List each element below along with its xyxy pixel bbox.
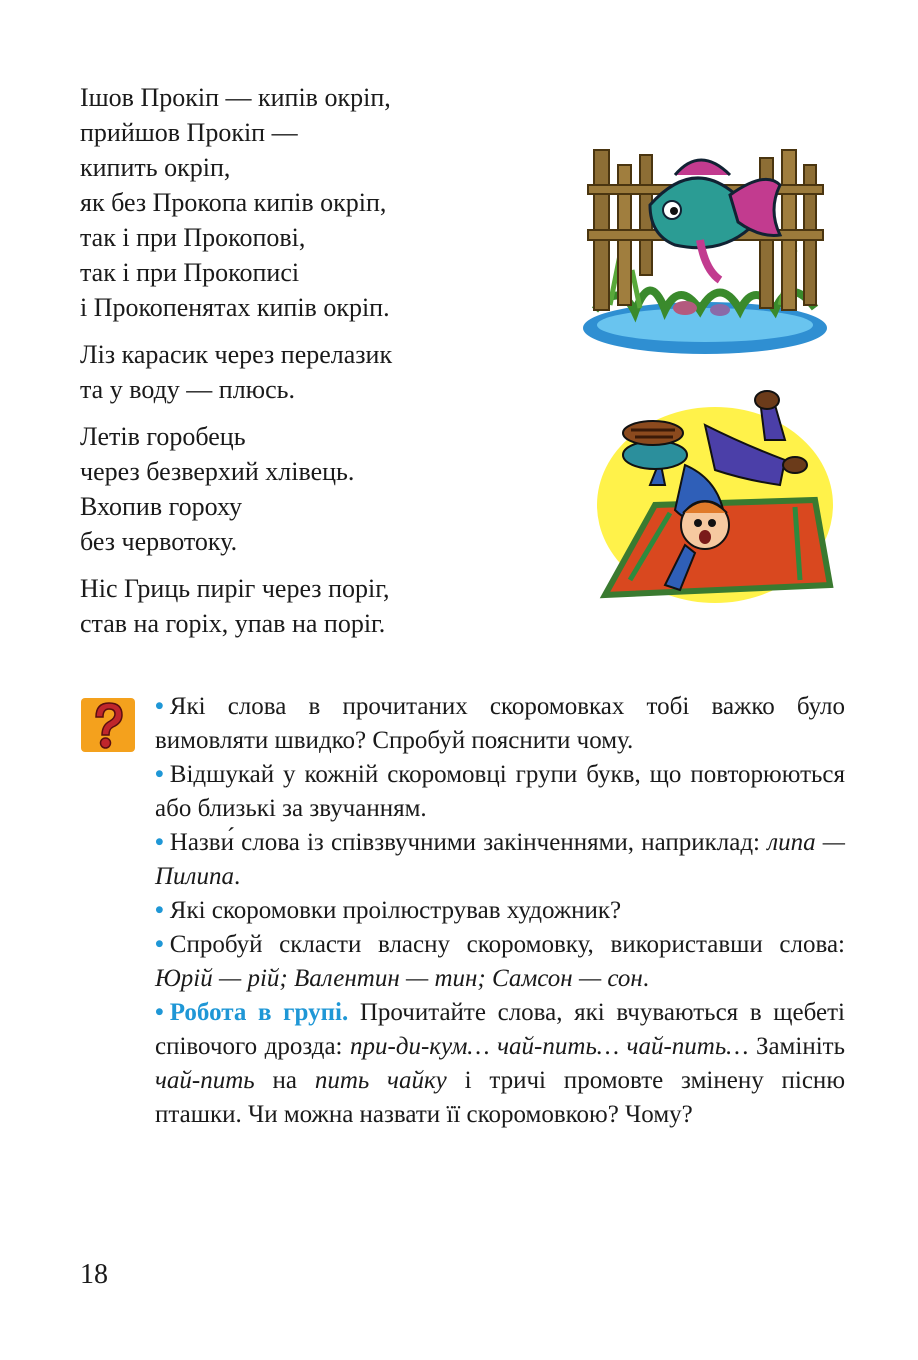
question-item <box>155 826 845 894</box>
poem-line: так і при Прокописі <box>80 258 300 287</box>
question-text: Які слова в прочитаних скоромовках тобі важко було вимовляти швидко? Спробуй пояснити чому. <box>155 693 845 754</box>
questions-list <box>155 690 845 1132</box>
question-text: на <box>254 1067 315 1094</box>
bullet-icon: • <box>155 761 164 788</box>
example-words: при-ди-кум… чай-пить… чай-пить… <box>350 1033 749 1060</box>
question-text: Замініть <box>748 1033 845 1060</box>
bullet-icon: • <box>155 931 164 958</box>
poem-line: Ішов Прокіп — кипів окріп, <box>80 83 391 112</box>
fish-illustration <box>580 130 830 360</box>
poem-line: Вхопив гороху <box>80 492 242 521</box>
question-text: Відшукай у кожній скоромовці групи букв, що повторюються або близькі за звучанням. <box>155 761 845 822</box>
question-text: . <box>642 965 650 992</box>
page-number: 18 <box>80 1259 108 1290</box>
poem-line: та у воду — плюсь. <box>80 375 296 404</box>
example-words: чай-пить <box>155 1067 255 1094</box>
bullet-icon: • <box>155 897 164 924</box>
poem-line: став на горіх, упав на поріг. <box>80 609 386 638</box>
poem-line: як без Прокопа кипів окріп, <box>80 188 387 217</box>
poem-line: і Прокопенятах кипів окріп. <box>80 293 390 322</box>
poem-stanza <box>80 419 550 559</box>
bullet-icon: • <box>155 999 164 1026</box>
poem-stanza <box>80 337 550 407</box>
boy-falling-illustration <box>595 385 835 605</box>
poem-line: без червотоку. <box>80 527 238 556</box>
bullet-icon: • <box>155 693 164 720</box>
poem-stanza <box>80 80 550 325</box>
question-text: і тричі промовте змінену пісню пташки. Чи можна назвати її скоромовкою? Чому? <box>155 1067 845 1128</box>
question-mark-icon <box>80 697 136 753</box>
question-item <box>155 996 845 1132</box>
poem-line: прийшов Прокіп — <box>80 118 298 147</box>
example-words: липа — Пилипа <box>155 829 845 890</box>
example-words: Юрій — рій; Валентин — тин; Самсон — сон <box>155 965 643 992</box>
question-text: Які скоромовки проілюстрував художник? <box>169 897 622 924</box>
question-item <box>155 894 845 928</box>
poem-line: через безверхий хлівець. <box>80 457 355 486</box>
question-text: Назви́ слова із співзвучними закінченнями, наприклад: <box>169 829 768 856</box>
bullet-icon: • <box>155 829 164 856</box>
question-text: Прочитайте слова, які вчуваються в щебеті співочого дрозда: <box>155 999 846 1060</box>
poems <box>80 80 550 653</box>
poem-line: Ніс Гриць пиріг через поріг, <box>80 574 390 603</box>
question-item <box>155 928 845 996</box>
poem-stanza <box>80 571 550 641</box>
poem-line: кипить окріп, <box>80 153 231 182</box>
question-text: . <box>233 863 241 890</box>
question-item <box>155 758 845 826</box>
group-work-label: Робота в групі. <box>169 999 349 1026</box>
question-item <box>155 690 845 758</box>
poem-line: Летів горобець <box>80 422 246 451</box>
example-words: пить чайку <box>314 1067 447 1094</box>
poem-line: так і при Прокопові, <box>80 223 306 252</box>
question-text: Спробуй скласти власну скоромовку, використавши слова: <box>169 931 845 958</box>
poem-line: Ліз карасик через перелазик <box>80 340 393 369</box>
